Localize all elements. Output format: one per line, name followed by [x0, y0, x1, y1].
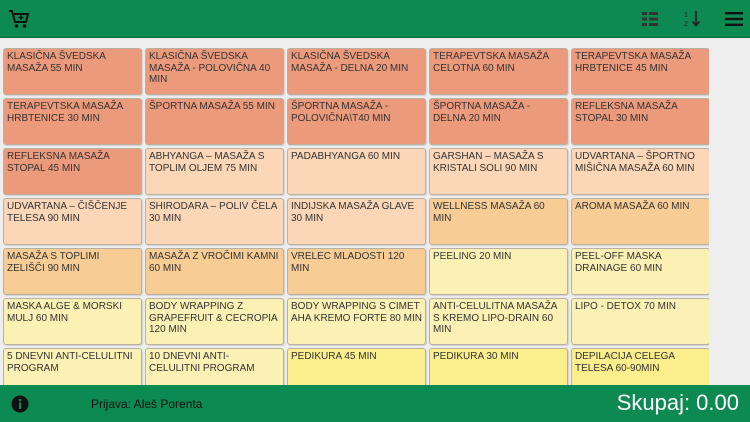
service-tile[interactable]: REFLEKSNA MASAŽA STOPAL 45 MIN: [3, 148, 142, 195]
service-tile[interactable]: TERAPEVTSKA MASAŽA HRBTENICE 45 MIN: [571, 48, 709, 95]
service-tile[interactable]: REFLEKSNA MASAŽA STOPAL 30 MIN: [571, 98, 709, 145]
total-amount: Skupaj: 0.00: [616, 390, 739, 415]
info-icon[interactable]: [11, 395, 29, 418]
service-tile[interactable]: TERAPEVTSKA MASAŽA HRBTENICE 30 MIN: [3, 98, 142, 145]
service-tile[interactable]: TERAPEVTSKA MASAŽA CELOTNA 60 MIN: [429, 48, 568, 95]
service-tile[interactable]: ŠPORTNA MASAŽA - POLOVIČNA\T40 MIN: [287, 98, 426, 145]
sort-numeric-icon[interactable]: [680, 0, 704, 37]
top-toolbar: [0, 0, 750, 38]
service-tile[interactable]: KLASIČNA ŠVEDSKA MASAŽA - POLOVIČNA 40 MIN: [145, 48, 284, 95]
hamburger-menu-icon[interactable]: [722, 0, 746, 37]
service-tile[interactable]: 5 DNEVNI ANTI-CELULITNI PROGRAM: [3, 348, 142, 385]
service-tile[interactable]: UDVARTANA – ČIŠČENJE TELESA 90 MIN: [3, 198, 142, 245]
service-tile[interactable]: ŠPORTNA MASAŽA 55 MIN: [145, 98, 284, 145]
service-tile[interactable]: VRELEC MLADOSTI 120 MIN: [287, 248, 426, 295]
service-tile[interactable]: WELLNESS MASAŽA 60 MIN: [429, 198, 568, 245]
service-tile[interactable]: LIPO - DETOX 70 MIN: [571, 298, 709, 345]
service-tile[interactable]: AROMA MASAŽA 60 MIN: [571, 198, 709, 245]
service-tile[interactable]: GARSHAN – MASAŽA S KRISTALI SOLI 90 MIN: [429, 148, 568, 195]
service-tile[interactable]: 10 DNEVNI ANTI-CELULITNI PROGRAM: [145, 348, 284, 385]
svg-text:1: 1: [684, 11, 688, 19]
svg-text:2: 2: [684, 20, 688, 28]
service-tile[interactable]: BODY WRAPPING S CIMET AHA KREMO FORTE 80 MIN: [287, 298, 426, 345]
service-tile[interactable]: UDVARTANA – ŠPORTNO MIŠIČNA MASAŽA 60 MIN: [571, 148, 709, 195]
service-tile[interactable]: INDIJSKA MASAŽA GLAVE 30 MIN: [287, 198, 426, 245]
service-tile[interactable]: KLASIČNA ŠVEDSKA MASAŽA 55 MIN: [3, 48, 142, 95]
service-tile[interactable]: DEPILACIJA CELEGA TELESA 60-90MIN: [571, 348, 709, 385]
service-tile[interactable]: MASAŽA S TOPLIMI ZELIŠČI 90 MIN: [3, 248, 142, 295]
service-tile[interactable]: SHIRODARA – POLIV ČELA 30 MIN: [145, 198, 284, 245]
service-tile[interactable]: PEEL-OFF MASKA DRAINAGE 60 MIN: [571, 248, 709, 295]
service-tile[interactable]: KLASIČNA ŠVEDSKA MASAŽA - DELNA 20 MIN: [287, 48, 426, 95]
service-tile[interactable]: PEDIKURA 30 MIN: [429, 348, 568, 385]
shopping-cart-icon[interactable]: [6, 0, 32, 37]
grid-list-icon[interactable]: [638, 0, 662, 37]
scrollbar-track[interactable]: [711, 48, 746, 385]
bottom-status-bar: [0, 385, 750, 422]
service-tile[interactable]: ŠPORTNA MASAŽA - DELNA 20 MIN: [429, 98, 568, 145]
service-tile-grid: [3, 48, 709, 385]
service-tile[interactable]: PEDIKURA 45 MIN: [287, 348, 426, 385]
service-tile[interactable]: ABHYANGA – MASAŽA S TOPLIM OLJEM 75 MIN: [145, 148, 284, 195]
service-tile[interactable]: MASAŽA Z VROČIMI KAMNI 60 MIN: [145, 248, 284, 295]
service-tile[interactable]: BODY WRAPPING Z GRAPEFRUIT & CECROPIA 120 MIN: [145, 298, 284, 345]
service-tile[interactable]: PADABHYANGA 60 MIN: [287, 148, 426, 195]
service-tile[interactable]: PEELING 20 MIN: [429, 248, 568, 295]
service-tile[interactable]: ANTI-CELULITNA MASAŽA S KREMO LIPO-DRAIN 60 MIN: [429, 298, 568, 345]
service-tile[interactable]: MASKA ALGE & MORSKI MULJ 60 MIN: [3, 298, 142, 345]
user-login-label: Prijava: Aleš Porenta: [91, 397, 203, 411]
